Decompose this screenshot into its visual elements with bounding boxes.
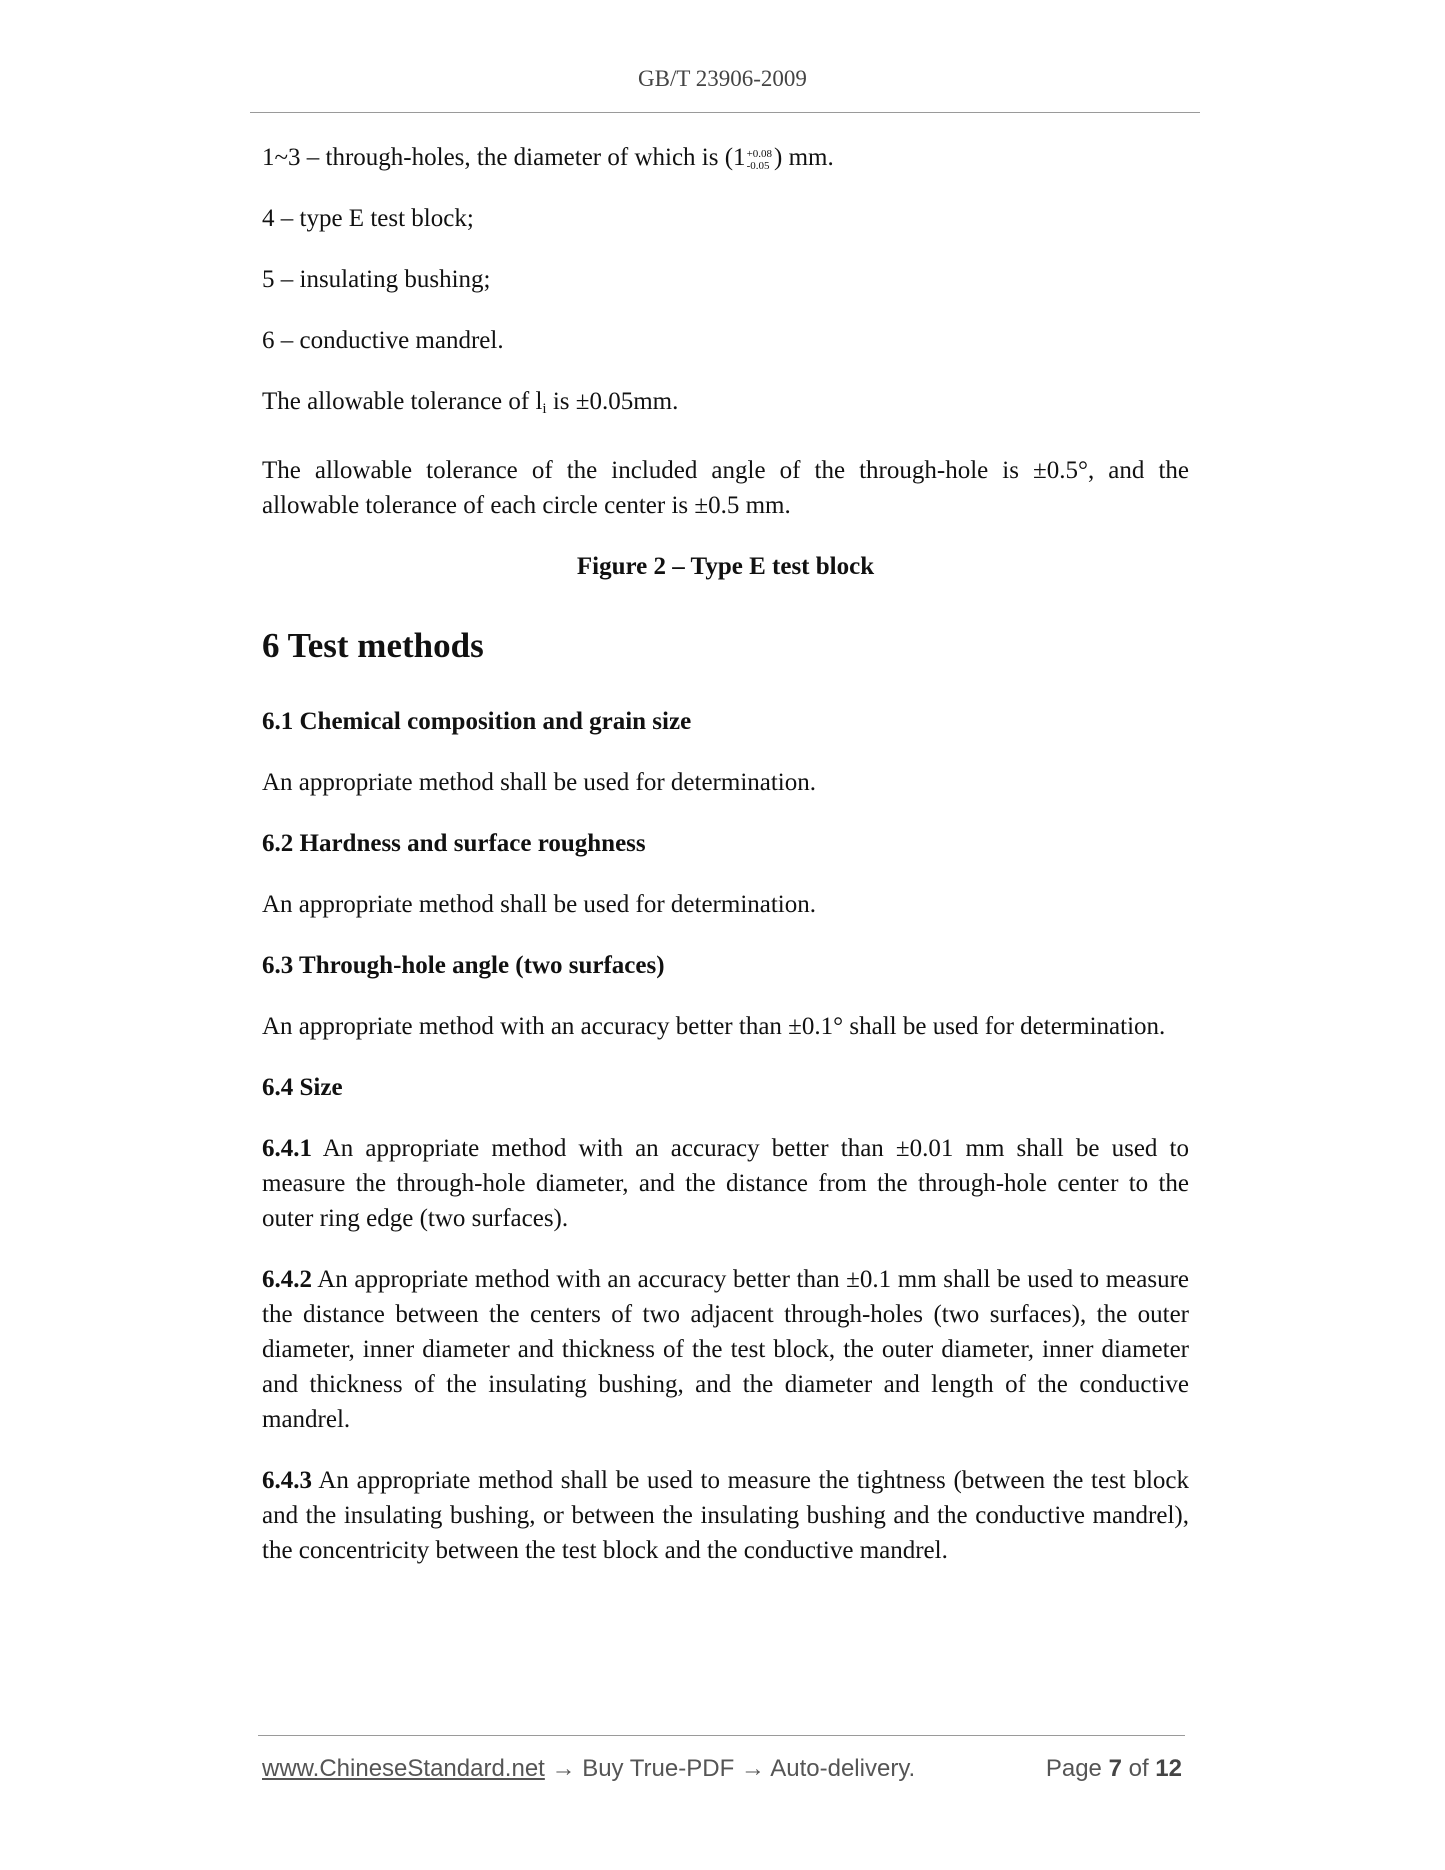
page-content bbox=[262, 140, 1189, 1594]
document-id-header: GB/T 23906-2009 bbox=[638, 66, 807, 91]
tolerance-li-prefix: The allowable tolerance of l bbox=[262, 388, 543, 415]
clause-text-6-4-2: An appropriate method with an accuracy better than ±0.1 mm shall be used to measure the distance between the centers of two adjacent through-holes (two surfaces), the outer diameter, inner diameter and thickness of the test block, the outer diameter, inner diameter and thickness of the insulating bushing, and the diameter and length of the conductive mandrel. bbox=[262, 1266, 1189, 1433]
legend-item-test-block: 4 – type E test block; bbox=[262, 205, 474, 232]
subsection-heading-6-3: 6.3 Through-hole angle (two surfaces) bbox=[262, 952, 665, 979]
page-footer bbox=[262, 1755, 1182, 1783]
tolerance-li-subscript: i bbox=[542, 401, 547, 417]
subsection-text-6-1: An appropriate method shall be used for determination. bbox=[262, 769, 817, 796]
clause-number-6-4-1: 6.4.1 bbox=[262, 1135, 312, 1162]
header-divider bbox=[250, 112, 1200, 113]
site-link[interactable]: www.ChineseStandard.net bbox=[262, 1755, 545, 1782]
subsection-heading-6-1: 6.1 Chemical composition and grain size bbox=[262, 708, 692, 735]
tolerance-upper: +0.08 bbox=[746, 148, 773, 160]
clause-6-4-3 bbox=[262, 1463, 1189, 1568]
buy-pdf-text: Buy True-PDF bbox=[582, 1755, 735, 1782]
auto-delivery-text: Auto-delivery. bbox=[770, 1755, 916, 1782]
diameter-tolerance bbox=[747, 148, 772, 172]
clause-text-6-4-3: An appropriate method shall be used to measure the tightness (between the test block and the insulating bushing, or between the insulating bushing and the conductive mandrel), the concentricity between the test block and the conductive mandrel. bbox=[262, 1467, 1189, 1564]
legend-item1-prefix: 1~3 – through-holes, the diameter of which is (1 bbox=[262, 144, 746, 171]
clause-6-4-2 bbox=[262, 1262, 1189, 1437]
clause-text-6-4-1: An appropriate method with an accuracy better than ±0.01 mm shall be used to measure the through-hole diameter, and the distance from the through-hole center to the outer ring edge (two surfaces). bbox=[262, 1135, 1189, 1232]
clause-number-6-4-3: 6.4.3 bbox=[262, 1467, 312, 1494]
clause-number-6-4-2: 6.4.2 bbox=[262, 1266, 312, 1293]
legend-item-conductive-mandrel: 6 – conductive mandrel. bbox=[262, 327, 504, 354]
subsection-heading-6-2: 6.2 Hardness and surface roughness bbox=[262, 830, 646, 857]
page-total: 12 bbox=[1155, 1755, 1182, 1782]
tolerance-li-suffix: is ±0.05mm. bbox=[546, 388, 679, 415]
legend-item-through-holes bbox=[262, 140, 1189, 175]
subsection-text-6-2: An appropriate method shall be used for determination. bbox=[262, 891, 817, 918]
figure-caption: Figure 2 – Type E test block bbox=[576, 553, 875, 580]
footer-divider bbox=[258, 1735, 1185, 1736]
legend-item-insulating-bushing: 5 – insulating bushing; bbox=[262, 266, 491, 293]
tolerance-lower: -0.05 bbox=[746, 160, 770, 172]
page-indicator bbox=[1046, 1755, 1182, 1783]
tolerance-li-paragraph bbox=[262, 384, 1189, 427]
subsection-text-6-3: An appropriate method with an accuracy better than ±0.1° shall be used for determination. bbox=[262, 1013, 1166, 1040]
arrow-icon: → bbox=[734, 1755, 771, 1782]
legend-item1-suffix: ) mm. bbox=[774, 144, 834, 171]
clause-6-4-1 bbox=[262, 1131, 1189, 1236]
page-label: Page bbox=[1045, 1755, 1102, 1782]
subsection-heading-6-4: 6.4 Size bbox=[262, 1074, 343, 1101]
of-label: of bbox=[1128, 1755, 1149, 1782]
section-heading-test-methods: 6 Test methods bbox=[262, 626, 484, 665]
page-number: 7 bbox=[1108, 1755, 1122, 1782]
arrow-icon: → bbox=[544, 1755, 583, 1782]
tolerance-angle-paragraph: The allowable tolerance of the included angle of the through-hole is ±0.5°, and the allowable tolerance of each circle center is ±0.5 mm. bbox=[262, 457, 1189, 519]
